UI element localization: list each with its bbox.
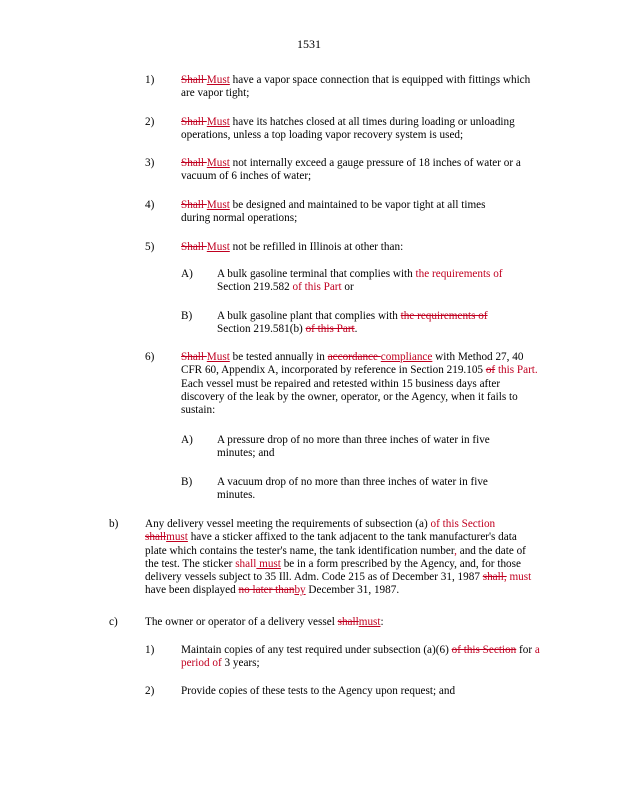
item-text: A vacuum drop of no more than three inches of water in five minutes. xyxy=(217,476,488,502)
item-label: c) xyxy=(109,616,118,628)
deleted-text: no later than xyxy=(238,584,295,597)
item-label: A) xyxy=(181,268,193,280)
item-label: 3) xyxy=(145,157,155,169)
deleted-text: Shall xyxy=(181,157,207,169)
deleted-text: Shall xyxy=(181,351,207,363)
item-text: A bulk gasoline terminal that complies with xyxy=(217,268,416,280)
inserted-text: Must xyxy=(206,241,230,253)
item-text: be in a form prescribed by the Agency, and, for those delivery vessels subject to 35 Ill. Adm. Code 215 as of December 31, 1987 xyxy=(145,557,521,584)
item-text: have a vapor space connection that is equipped with fittings which are vapor tight; xyxy=(181,74,531,100)
deleted-text: Shall xyxy=(181,116,207,128)
item-text: Section 219.582 xyxy=(217,281,293,294)
inserted-text: must xyxy=(358,616,381,628)
inserted-text: Must xyxy=(206,199,230,211)
item-text: . xyxy=(354,323,358,336)
deleted-text: shall xyxy=(337,616,359,628)
item-label: 1) xyxy=(145,74,155,86)
inserted-text: by xyxy=(294,584,306,597)
item-label: 5) xyxy=(145,241,155,253)
item-text: for xyxy=(516,644,535,656)
page-number: 1531 xyxy=(297,37,321,51)
deleted-text: of this Section xyxy=(451,644,517,656)
item-text: 3 years; xyxy=(221,657,260,670)
item-label: 6) xyxy=(145,351,155,363)
item-text: be designed and maintained to be vapor tight at all times during normal operations; xyxy=(181,199,486,225)
item-text: December 31, 1987. xyxy=(305,584,400,597)
item-text: : xyxy=(380,616,384,628)
item-text: have a sticker affixed to the tank adjacent to the tank manufacturer's data plate which contains the tester's name, the tank identification number xyxy=(145,531,517,557)
item-text: not be refilled in Illinois at other than: xyxy=(229,241,404,253)
item-text: Maintain copies of any test required under subsection (a)(6) xyxy=(181,644,452,656)
item-text: Each vessel must be repaired and retested within 15 business days after discovery of the leak by the owner, operator, or the Agency, when it fails to sustain: xyxy=(181,377,518,417)
inserted-text: Must xyxy=(206,157,230,169)
deleted-text: Shall xyxy=(181,74,207,86)
item-text: have its hatches closed at all times during loading or unloading operations, unless a top loading vapor recovery system is used; xyxy=(181,116,515,142)
item-text: The owner or operator of a delivery vessel xyxy=(145,616,338,628)
item-label: 2) xyxy=(145,116,155,128)
item-text: A pressure drop of no more than three inches of water in five minutes; and xyxy=(217,434,490,460)
deleted-text: shall xyxy=(235,557,257,570)
inserted-text: Must xyxy=(206,74,230,86)
item-text: A bulk gasoline plant that complies with xyxy=(217,310,401,322)
item-text: or xyxy=(341,281,354,294)
added-text: this Part. xyxy=(495,364,538,377)
item-label: 2) xyxy=(145,685,155,697)
item-label: 1) xyxy=(145,644,155,656)
item-label: b) xyxy=(109,518,119,530)
deleted-text: of xyxy=(485,364,496,377)
added-text: of this Part xyxy=(292,281,342,294)
item-label: B) xyxy=(181,310,193,322)
item-label: A) xyxy=(181,434,193,446)
item-text: have been displayed xyxy=(145,584,239,597)
deleted-text: of this Part xyxy=(305,323,355,336)
inserted-text: must xyxy=(166,531,188,544)
deleted-text: the requirements of xyxy=(400,310,488,322)
deleted-text: shall, xyxy=(482,571,507,584)
added-text: must xyxy=(506,571,532,584)
inserted-text: Must xyxy=(206,116,230,128)
item-text: not internally exceed a gauge pressure of 18 inches of water or a vacuum of 6 inches of water; xyxy=(181,157,521,183)
item-text: Any delivery vessel meeting the requirements of subsection (a) xyxy=(145,518,431,530)
inserted-text: , xyxy=(454,544,457,557)
added-text: a period of xyxy=(181,644,540,670)
item-label: B) xyxy=(181,476,193,488)
item-text: Provide copies of these tests to the Agency upon request; and xyxy=(181,685,456,697)
item-label: 4) xyxy=(145,199,155,211)
deleted-text: Shall xyxy=(181,241,207,253)
item-text: and the date of the test. The sticker xyxy=(145,544,526,570)
added-text: of this Section xyxy=(430,518,496,530)
inserted-text: compliance xyxy=(380,351,433,363)
inserted-text: must xyxy=(256,557,281,570)
deleted-text: Shall xyxy=(181,199,207,211)
deleted-text: shall xyxy=(145,531,167,544)
added-text: the requirements of xyxy=(415,268,503,280)
item-text: with Method 27, 40 CFR 60, Appendix A, incorporated by reference in Section 219.105 xyxy=(181,351,524,377)
deleted-text: accordance xyxy=(327,351,381,363)
item-text: be tested annually in xyxy=(229,351,328,363)
item-text: Section 219.581(b) xyxy=(217,323,306,336)
inserted-text: Must xyxy=(206,351,230,363)
